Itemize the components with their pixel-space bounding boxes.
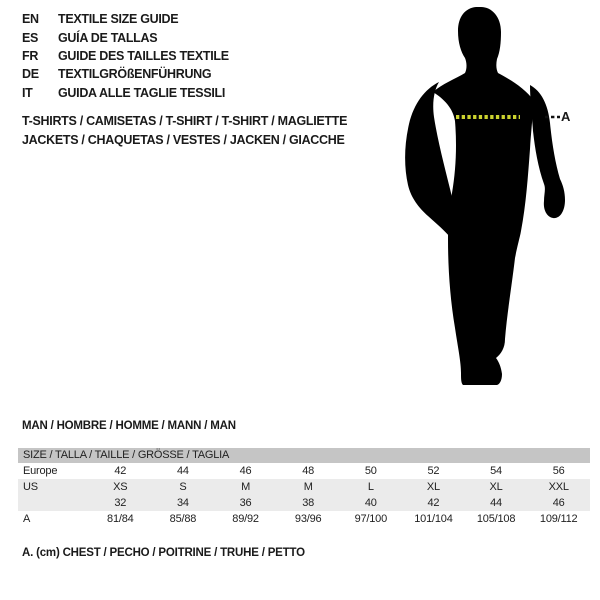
language-row [22,47,229,65]
table-cell: 44 [490,497,502,509]
language-code: ES [22,30,39,45]
table-cell: 40 [364,497,377,509]
size-table [18,448,590,527]
language-code: DE [22,67,39,82]
table-cell: 46 [552,497,565,509]
category-line-jackets: JACKETS / CHAQUETAS / VESTES / JACKEN / GIACCHE [22,133,345,147]
table-cell: XS [113,481,128,493]
table-cell: M [303,481,313,493]
table-row-us-numbers [18,495,590,511]
language-label: TEXTILE SIZE GUIDE [58,12,179,27]
table-cell: S [179,481,187,493]
gender-heading: MAN / HOMBRE / HOMME / MANN / MAN [22,420,236,432]
table-cell: 56 [552,465,565,477]
size-table-header: SIZE / TALLA / TAILLE / GRÖSSE / TAGLIA [18,448,590,463]
language-row [22,84,229,102]
row-label: A [23,513,31,525]
table-cell: 54 [490,465,502,477]
measurement-footnote: A. (cm) CHEST / PECHO / POITRINE / TRUHE / PETTO [22,547,305,559]
table-cell: 109/112 [539,513,578,525]
row-label: US [23,481,38,493]
table-cell: 89/92 [232,513,259,525]
language-code: EN [22,12,39,27]
language-label: GUIDA ALLE TAGLIE TESSILI [58,85,226,100]
table-cell: 48 [302,465,315,477]
table-cell: 105/108 [476,513,516,525]
language-row [22,28,229,46]
table-cell: XL [426,481,440,493]
language-list [22,10,229,102]
table-cell: 42 [114,465,127,477]
table-cell: 32 [114,497,127,509]
language-code: IT [22,85,33,100]
table-cell: 46 [239,465,252,477]
language-code: FR [22,48,39,63]
table-cell: 52 [427,465,440,477]
table-cell: 50 [364,465,377,477]
language-row [22,65,229,83]
table-row-us-letters [18,479,590,495]
table-cell: 34 [177,497,189,509]
table-cell: 42 [427,497,440,509]
table-cell: XL [489,481,503,493]
language-label: GUÍA DE TALLAS [58,30,158,45]
table-cell: 81/84 [107,513,134,525]
table-row-europe [18,463,590,479]
language-label: GUIDE DES TAILLES TEXTILE [58,48,229,63]
table-cell: 93/96 [294,513,322,525]
table-row-chest-cm [18,511,590,527]
table-cell: 85/88 [169,513,197,525]
category-heading [22,112,347,150]
category-line-tshirts: T-SHIRTS / CAMISETAS / T-SHIRT / T-SHIRT / MAGLIETTE [22,114,348,128]
table-cell: 36 [239,497,252,509]
table-cell: 101/104 [414,513,453,525]
table-cell: L [367,481,374,493]
man-left-arm-shape [405,82,456,248]
measure-label-a: A [561,109,571,124]
man-silhouette [400,0,580,395]
table-cell: 44 [177,465,189,477]
row-label: Europe [23,465,58,477]
language-row [22,10,229,28]
man-right-arm-shape [530,85,565,218]
language-label: TEXTILGRÖßENFÜHRUNG [58,67,212,82]
table-cell: XXL [548,481,569,493]
table-cell: M [241,481,251,493]
table-cell: 38 [302,497,315,509]
table-cell: 97/100 [354,513,388,525]
